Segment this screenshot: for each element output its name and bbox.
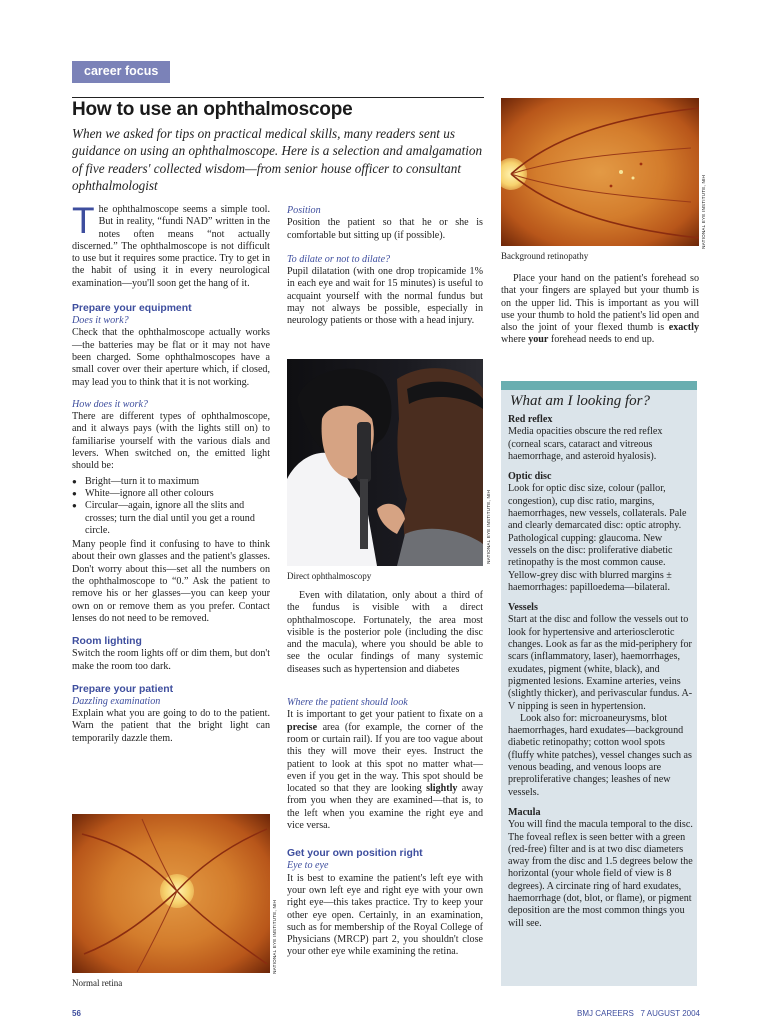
caption-background-retinopathy: Background retinopathy [501, 251, 589, 261]
retinal-vessels [501, 98, 699, 246]
how-does-it-work-paragraph: There are different types of ophthalmoscope, and it always pays (with the lights still on) to familiarise yourself with the various dials and levers. When switched on, the emitted light should be: [72, 411, 270, 472]
heading-prepare-patient: Prepare your patient [72, 683, 174, 695]
heading-prepare-equipment: Prepare your equipment [72, 303, 192, 315]
box-header-band [501, 381, 697, 390]
dilate-paragraph: Pupil dilatation (with one drop tropicamide 1% in each eye and wait for 15 minutes) is useful to acquaint yourself with the normal fundus but may not always be possible, especially in neurology patients or those with a head injury. [287, 266, 483, 327]
glasses-paragraph: Many people find it confusing to have to think about their own glasses and the patient's glasses. Don't worry about this—set all the numbers on the ophthalmoscope to “0.” Ask the patient to remove his or her glasses—you can keep your own on or remove them as you prefer. Contact lenses do not need to be removed. [72, 539, 270, 624]
subheading-dilate: To dilate or not to dilate? [287, 253, 391, 265]
normal-retina-photo [72, 814, 270, 973]
retinal-vessels [72, 814, 270, 973]
subheading-eye-to-eye: Eye to eye [287, 860, 329, 872]
direct-ophthalmoscopy-photo [287, 359, 483, 566]
page-number: 56 [72, 1009, 81, 1018]
eye-to-eye-paragraph: It is best to examine the patient's left eye with your own left eye and right eye with your own right eye—this takes practice. Try to keep your other eye open. Certainly, in an examination, such as for membership of the Royal College of Physicians (MRCP) part 2, you shouldn't close your other eye while examining the retina. [287, 872, 483, 958]
intro-paragraph: The ophthalmoscope seems a simple tool. But in reality, “fundi NAD” written in the notes often means “not actually discerned.” The ophthalmoscope is not difficult to use but it requires some practice. Try to get in the habit of using it in every neurological examination—you'll soon get the hang of it. [72, 200, 270, 289]
background-retinopathy-photo [501, 98, 699, 246]
dilatation-paragraph: Even with dilatation, only about a third of the fundus is visible with a direct ophthalmoscope. Fortunately, the area most visible is the posterior pole (including the disc and the macula), where you should be able to see the ocular findings of many systemic diseases such as hypertension and diabetes [287, 590, 483, 675]
hand-position-paragraph: Place your hand on the patient's forehead so that your fingers are splayed but your thumb is on the upper lid. This is important as you will use your thumb to hold the patient's lid open and also the joint of your flexed thumb is exactly where your forehead needs to end up. [501, 273, 699, 346]
position-paragraph: Position the patient so that he or she is comfortable but sitting up (if possible). [287, 217, 483, 241]
caption-direct-ophthalmoscopy: Direct ophthalmoscopy [287, 571, 372, 581]
subheading-dazzling-examination: Dazzling examination [72, 695, 161, 707]
article-standfirst: When we asked for tips on practical medical skills, many readers sent us guidance on using an ophthalmoscope. Here is a selection and amalgamation of five readers' collected wisdom—from senior house officer to consultant ophthalmologist [72, 126, 483, 193]
drop-cap: T [72, 200, 95, 241]
caption-normal-retina: Normal retina [72, 978, 123, 988]
light-settings-list [72, 476, 270, 537]
does-it-work-paragraph: Check that the ophthalmoscope actually works—the batteries may be flat or it may not have been charged. Some ophthalmoscopes have a small cover over their aperture which, if closed, may lead you to think that it is not working. [72, 327, 270, 388]
box-heading-vessels: Vessels [508, 602, 538, 614]
subheading-position: Position [287, 205, 321, 216]
article-headline: How to use an ophthalmoscope [72, 99, 353, 120]
list-item: ● Bright—turn it to maximum [72, 476, 270, 488]
vessels-text-continued: Look also for: microaneurysms, blot haemorrhages, hard exudates—background diabetic retinopathy; cotton wool spots (fluffy white patches), vessel changes such as venous beading, and venous loops are preproliferative changes; leashes of new vessels. [508, 712, 692, 798]
macula-text: You will find the macula temporal to the disc. The foveal reflex is seen better with a green (red-free) filter and is at two disc diameters away from the disc and 1.5 degrees below the horizontal (your whole field of view is 8 degrees). A circinate ring of hard exudates, haemorrhage (dot, blot, or flame), or pigment deposition are the most common things you will see. [508, 819, 693, 929]
dazzling-paragraph: Explain what you are going to do to the patient. Warn the patient that the bright light can temporarily dazzle them. [72, 708, 270, 744]
subheading-does-it-work: Does it work? [72, 315, 129, 327]
list-item: ● White—ignore all other colours [72, 488, 270, 500]
column-three [501, 273, 699, 347]
header-rule [72, 97, 484, 98]
heading-room-lighting: Room lighting [72, 636, 142, 648]
where-to-look-paragraph: It is important to get your patient to fixate on a precise area (for example, the corner of the room or curtain rail). If you are too vague about this they will move their eyes. Instruct the patient to look at this spot no matter what—even if you get in the way. This spot should be located so that they are looking slightly away from you when they are examined—that is, to the left when you examine the right eye and vice versa. [287, 709, 483, 832]
optic-disc-text: Look for optic disc size, colour (pallor, congestion), cup disc ratio, margins, haemorrhages, new vessels, collaterals. Pale and clearly demarcated disc: optic atrophy. Pathological cupping: glaucoma. New vessels on the disc: proliferative diabetic retinopathy is the most common cause. Yellow-grey disc with blurred margins ± haemorrhages: papilloedema—bilateral. [508, 483, 687, 593]
room-lighting-paragraph: Switch the room lights off or dim them, but don't make the room too dark. [72, 648, 270, 672]
heading-own-position: Get your own position right [287, 848, 423, 860]
column-two-bottom [287, 590, 483, 959]
subheading-where-patient-should-look: Where the patient should look [287, 697, 408, 709]
vessels-text: Start at the disc and follow the vessels out to look for hypertensive and arteriosclerotic changes. Look as far as the mid-periphery for scars (inflammatory, laser), haemorrhages, exudates, pigment (white, black), and pigmented lesions. Examine arteries, veins (slightly thicker), and perivascular fundus. A-V nipping is seen in hypertension. [508, 614, 693, 712]
what-am-i-looking-for-box [501, 381, 697, 986]
photo-credit: NATIONAL EYE INSTITUTE, NIH [701, 175, 706, 249]
section-tag: career focus [72, 61, 170, 83]
column-one [72, 200, 270, 745]
list-item: ● Circular—again, ignore all the slits and crosses; turn the dial until you get a round circle. [72, 500, 270, 537]
box-heading-optic-disc: Optic disc [508, 471, 552, 483]
box-heading-red-reflex: Red reflex [508, 414, 553, 425]
photo-credit: NATIONAL EYE INSTITUTE, NIH [486, 490, 491, 564]
box-body [508, 414, 693, 938]
journal-footer: BMJ CAREERS 7 AUGUST 2004 [576, 1009, 700, 1018]
photo-credit: NATIONAL EYE INSTITUTE, NIH [272, 900, 277, 974]
box-title: What am I looking for? [510, 393, 650, 409]
examination-illustration [287, 359, 483, 566]
red-reflex-text: Media opacities obscure the red reflex (corneal scars, cataract and vitreous haemorrhage, and asteroid hyalosis). [508, 426, 663, 462]
box-heading-macula: Macula [508, 806, 541, 818]
column-two-top [287, 205, 483, 328]
subheading-how-does-it-work: How does it work? [72, 398, 148, 410]
